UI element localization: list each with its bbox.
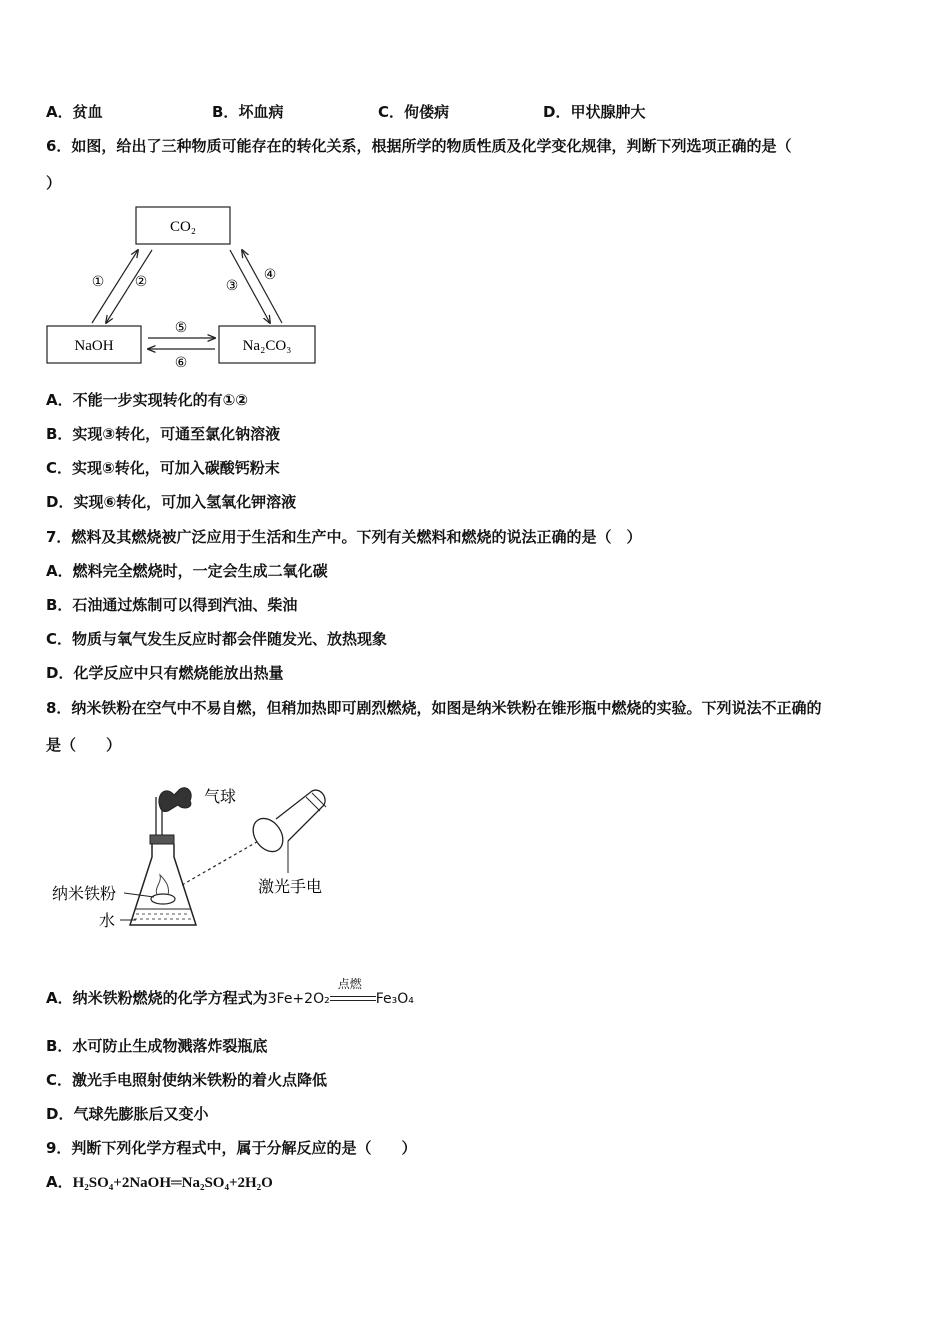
equation-left: 3Fe+2O₂: [267, 991, 330, 1007]
q8-stem-line2: 是（ ）: [46, 736, 122, 754]
option-text: 甲状腺肿大: [570, 103, 646, 121]
q9-stem: 9．判断下列化学方程式中，属于分解反应的是（ ）: [46, 1139, 417, 1157]
q6-stem-line2: ）: [46, 174, 62, 192]
water-label: 水: [99, 913, 116, 930]
co2-label: CO₂: [169, 219, 197, 235]
q6-option-b: B．实现③转化，可通至氯化钠溶液: [46, 425, 281, 443]
q5-option-a: [46, 102, 103, 122]
reaction-condition: 点燃: [337, 976, 362, 991]
water-hatching: [134, 914, 192, 919]
laser-flashlight-icon: [247, 790, 326, 857]
q7-option-b: B．石油通过炼制可以得到汽油、柴油: [46, 596, 298, 614]
q7-option-a: A．燃料完全燃烧时，一定会生成二氧化碳: [46, 562, 328, 580]
q9-option-a: [46, 1172, 273, 1193]
arrow-3-label: ③: [225, 278, 239, 294]
balloon-label: 气球: [204, 789, 237, 806]
arrow-5-label: ⑤: [174, 320, 188, 336]
reaction-arrow: [330, 976, 376, 1006]
option-letter: D．: [543, 103, 571, 121]
q6-conversion-diagram: [40, 198, 340, 378]
arrow-2-label: ②: [134, 274, 148, 290]
q7-stem: 7．燃料及其燃烧被广泛应用于生活和生产中。下列有关燃料和燃烧的说法正确的是（ ）: [46, 528, 642, 546]
q5-option-c: [378, 102, 449, 122]
option-letter: B．: [212, 103, 239, 121]
q6-option-c: C．实现⑤转化，可加入碳酸钙粉末: [46, 459, 280, 477]
equation-right: Fe₃O₄: [375, 991, 414, 1007]
q6-stem-line1: 6．如图，给出了三种物质可能存在的转化关系，根据所学的物质性质及化学变化规律，判断下列选项正确的是（: [46, 137, 792, 155]
naoh-label: NaOH: [74, 338, 114, 354]
option-letter: C．: [378, 103, 405, 121]
q7-option-d: D．化学反应中只有燃烧能放出热量: [46, 664, 284, 682]
arrow-6-label: ⑥: [174, 355, 188, 371]
option-letter: A．: [46, 103, 73, 121]
q5-option-b: [212, 102, 283, 122]
flame-icon: [156, 875, 168, 895]
conical-flask-icon: [130, 844, 196, 925]
q8-stem-line1: 8．纳米铁粉在空气中不易自燃，但稍加热即可剧烈燃烧，如图是纳米铁粉在锥形瓶中燃烧的实验。下列说法不正确的: [46, 699, 822, 717]
q7-option-c: C．物质与氧气发生反应时都会伴随发光、放热现象: [46, 630, 388, 648]
arrow-4-label: ④: [263, 267, 277, 283]
option-letter: A．: [46, 1173, 73, 1191]
q8-option-b: B．水可防止生成物溅落炸裂瓶底: [46, 1037, 268, 1055]
q5-option-d: [543, 102, 645, 122]
arrow-4: [242, 250, 282, 323]
stopper: [150, 835, 174, 844]
q8-experiment-figure: [44, 775, 344, 940]
iron-powder-cup: [151, 894, 175, 904]
option-a-text: A．纳米铁粉燃烧的化学方程式为: [46, 989, 268, 1007]
option-text: 坏血病: [238, 103, 284, 121]
option-text: 佝偻病: [404, 103, 450, 121]
iron-powder-label: 纳米铁粉: [52, 886, 117, 903]
q8-option-d: D．气球先膨胀后又变小: [46, 1105, 209, 1123]
q8-option-a: [46, 976, 414, 1009]
option-a-equation: H₂SO₄+2NaOH═Na₂SO₄+2H₂O: [72, 1175, 273, 1191]
laser-label: 激光手电: [258, 879, 323, 896]
q6-option-a: A．不能一步实现转化的有①②: [46, 391, 249, 409]
na2co3-label: Na₂CO₃: [242, 338, 292, 354]
option-text: 贫血: [72, 103, 103, 121]
balloon-icon: [159, 788, 191, 812]
q8-option-c: C．激光手电照射使纳米铁粉的着火点降低: [46, 1071, 328, 1089]
q6-option-d: D．实现⑥转化，可加入氢氧化钾溶液: [46, 493, 297, 511]
laser-beam: [182, 839, 262, 885]
arrow-1-label: ①: [91, 274, 105, 290]
